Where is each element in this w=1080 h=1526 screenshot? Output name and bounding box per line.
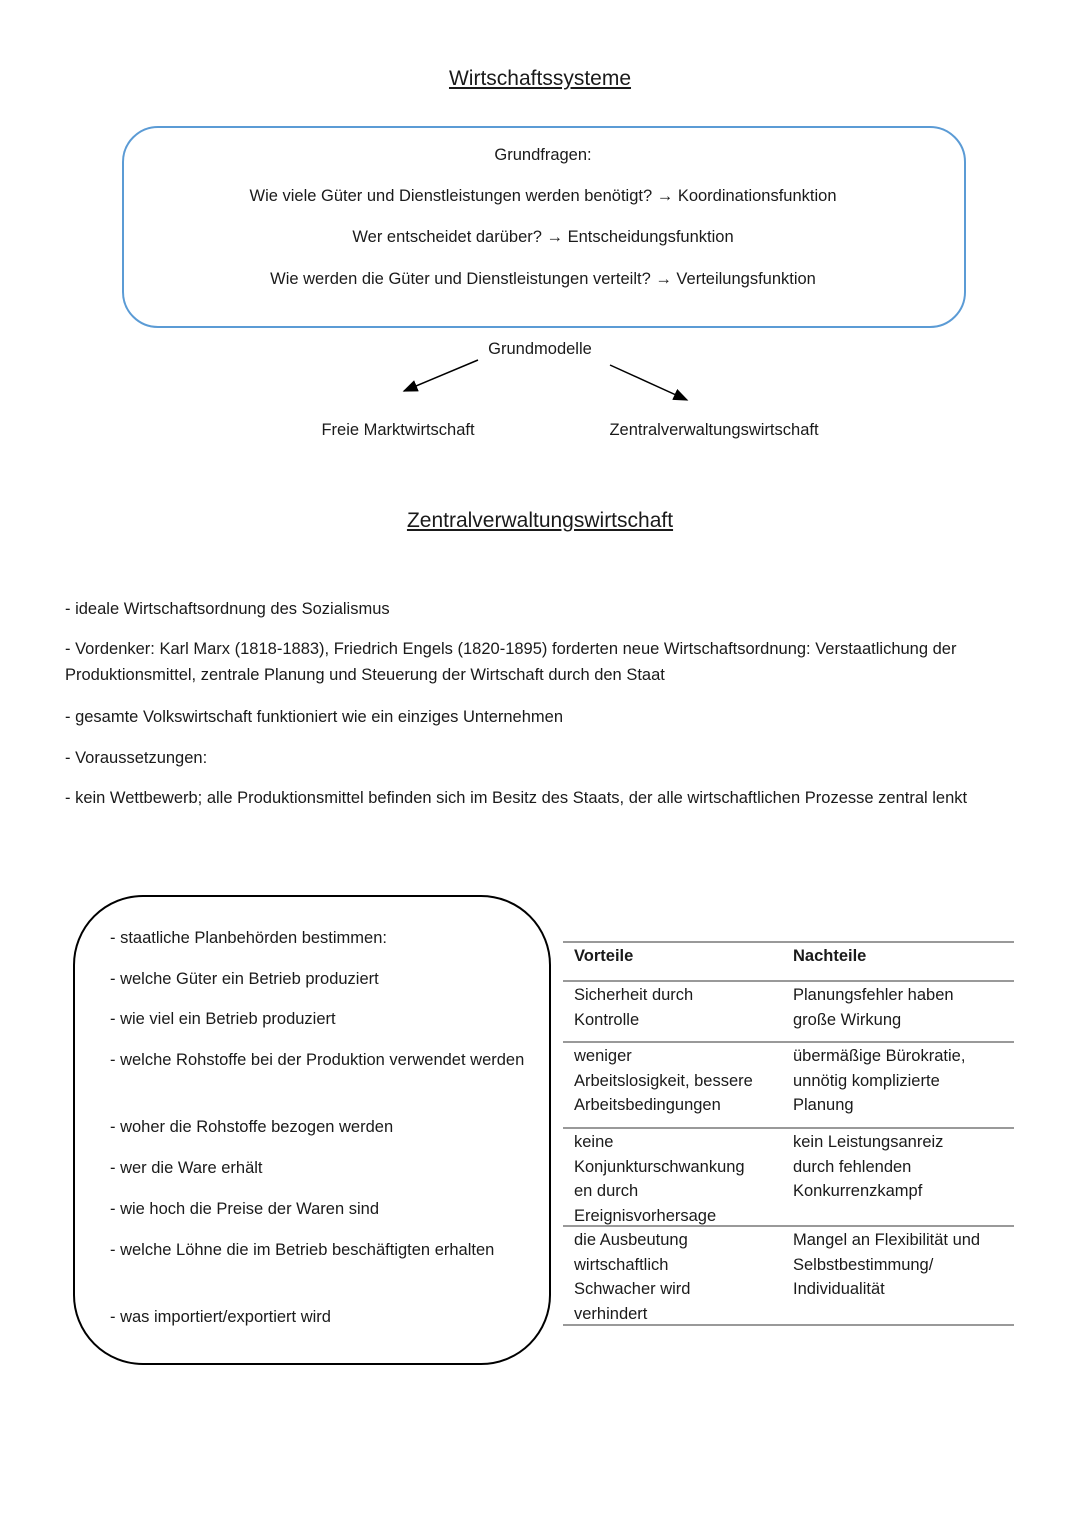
table-rule — [563, 1324, 1014, 1326]
paragraph: - Voraussetzungen: — [65, 749, 208, 767]
plan-item: - was importiert/exportiert wird — [110, 1308, 331, 1326]
table-rule — [563, 1041, 1014, 1043]
plan-item: - welche Rohstoffe bei der Produktion verwendet werden — [110, 1051, 525, 1069]
model-freie-marktwirtschaft: Freie Marktwirtschaft — [321, 421, 475, 439]
plan-item: - wie hoch die Preise der Waren sind — [110, 1200, 380, 1218]
paragraph: - gesamte Volkswirtschaft funktioniert wie ein einziges Unternehmen — [65, 708, 563, 726]
plan-item: - welche Löhne die im Betrieb beschäftigten erhalten — [110, 1241, 495, 1259]
arrows-diagram — [0, 0, 1080, 420]
table-cell: übermäßige Bürokratie, unnötig komplizierte Planung — [793, 1047, 966, 1114]
arrow-right-icon — [610, 365, 687, 400]
grundmodelle-label: Grundmodelle — [488, 340, 592, 358]
plan-item: - wie viel ein Betrieb produziert — [110, 1010, 336, 1028]
plan-item: - staatliche Planbehörden bestimmen: — [110, 929, 387, 947]
table-cell: Mangel an Flexibilität und Selbstbestimmung/ Individualität — [793, 1231, 981, 1298]
table-cell: die Ausbeutung wirtschaftlich Schwacher wird verhindert — [574, 1231, 691, 1323]
model-zentralverwaltungswirtschaft: Zentralverwaltungswirtschaft — [609, 421, 819, 439]
plan-item: - welche Güter ein Betrieb produziert — [110, 970, 379, 988]
table-cell: kein Leistungsanreiz durch fehlenden Konkurrenzkampf — [793, 1133, 944, 1200]
grundfrage-3: Wie werden die Güter und Dienstleistungen verteilt? → Verteilungsfunktion — [270, 270, 816, 288]
header-nachteile: Nachteile — [793, 947, 867, 965]
table-cell: keine Konjunkturschwankung en durch Ereignisvorhersage — [574, 1133, 745, 1225]
plan-item: - woher die Rohstoffe bezogen werden — [110, 1118, 394, 1136]
grundfragen-heading: Grundfragen: — [494, 146, 592, 164]
header-vorteile: Vorteile — [574, 947, 634, 965]
page-title: Wirtschaftssysteme — [448, 67, 632, 90]
grundfrage-1: Wie viele Güter und Dienstleistungen werden benötigt? → Koordinationsfunktion — [249, 187, 837, 205]
plan-item: - wer die Ware erhält — [110, 1159, 263, 1177]
grundfrage-2: Wer entscheidet darüber? → Entscheidungsfunktion — [352, 228, 734, 246]
table-rule — [563, 980, 1014, 982]
table-rule — [563, 941, 1014, 943]
table-cell: Sicherheit durch Kontrolle — [574, 986, 694, 1029]
table-rule — [563, 1127, 1014, 1129]
table-cell: weniger Arbeitslosigkeit, bessere Arbeitsbedingungen — [574, 1047, 753, 1114]
paragraph: - kein Wettbewerb; alle Produktionsmittel befinden sich im Besitz des Staats, der alle wirtschaftlichen Prozesse zentral lenkt — [65, 789, 968, 807]
paragraph: - ideale Wirtschaftsordnung des Sozialismus — [65, 600, 390, 618]
table-rule — [563, 1225, 1014, 1227]
paragraph: - Vordenker: Karl Marx (1818-1883), Friedrich Engels (1820-1895) forderten neue Wirtschaftsordnung: Verstaatlichung der Produktionsmittel, zentrale Planung und Steuerung der Wirtschaft durch den Staat — [65, 640, 957, 684]
arrow-left-icon — [404, 360, 478, 391]
section-title: Zentralverwaltungswirtschaft — [406, 509, 674, 532]
table-cell: Planungsfehler haben große Wirkung — [793, 986, 954, 1029]
